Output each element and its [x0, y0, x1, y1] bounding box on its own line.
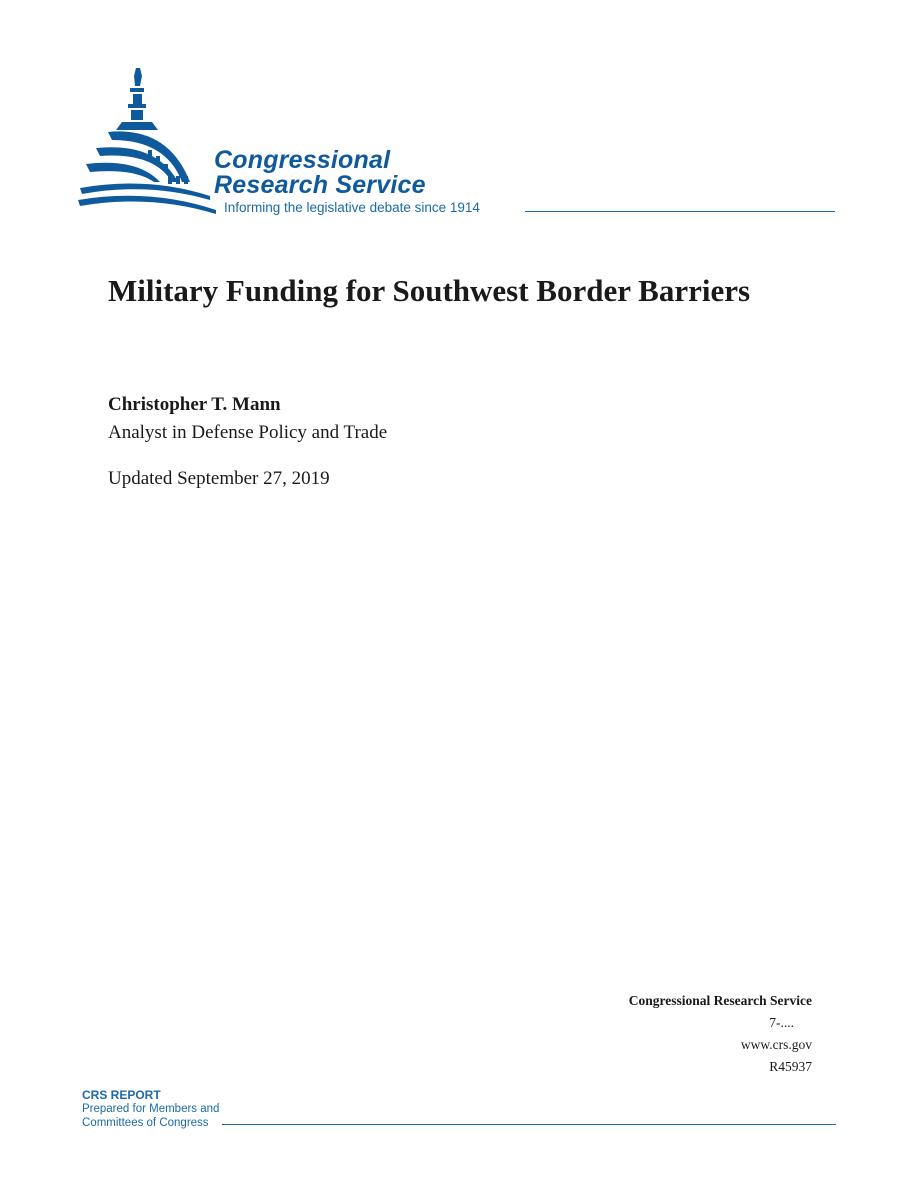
publisher-code: 7-.... [769, 1015, 794, 1030]
author-name: Christopher T. Mann [108, 394, 281, 415]
publisher-name: Congressional Research Service [628, 993, 812, 1008]
crs-logo [78, 64, 838, 224]
publisher-url[interactable]: www.crs.gov [740, 1037, 812, 1052]
publisher-block [629, 990, 812, 1078]
report-date: Updated September 27, 2019 [108, 468, 330, 489]
logo-wordmark-line2: Research Service [214, 171, 426, 199]
author-role: Analyst in Defense Policy and Trade [108, 422, 388, 443]
footer-line1: Prepared for Members and [82, 1103, 220, 1115]
capitol-dome-icon [78, 64, 218, 220]
footer-divider [222, 1124, 836, 1125]
footer-label: CRS REPORT [82, 1088, 161, 1102]
logo-divider [525, 211, 835, 212]
footer-line2: Committees of Congress [82, 1117, 209, 1129]
logo-tagline: Informing the legislative debate since 1914 [224, 200, 480, 215]
report-title: Military Funding for Southwest Border Barriers [108, 273, 751, 308]
footer [82, 1088, 838, 1132]
report-number: R45937 [769, 1059, 812, 1074]
logo-wordmark-line1: Congressional [214, 146, 391, 174]
